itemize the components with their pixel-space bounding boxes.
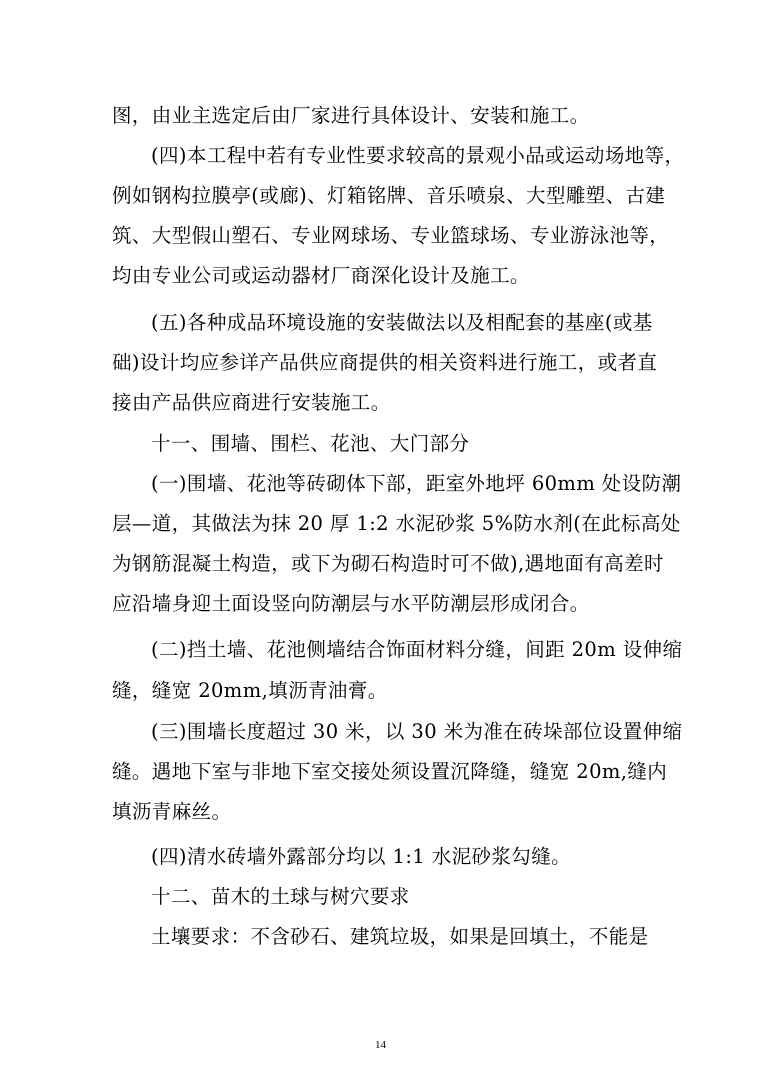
text-line: 层—道，其做法为抹 20 厚 1:2 水泥砂浆 5%防水剂(在此标高处 [112, 512, 681, 535]
text-line: 础)设计均应参详产品供应商提供的相关资料进行施工，或者直 [112, 351, 658, 374]
text-line: 填沥青麻丝。 [112, 800, 232, 823]
soil-requirements: 土壤要求：不含砂石、建筑垃圾，如果是回填土，不能是 [151, 925, 649, 948]
text-line: 应沿墙身迎土面设竖向防潮层与水平防潮层形成闭合。 [112, 592, 590, 615]
text-line: 图，由业主选定后由厂家进行具体设计、安装和施工。 [112, 104, 590, 127]
paragraph-11-2: (二)挡土墙、花池侧墙结合饰面材料分缝，间距 20m 设伸缩 [151, 638, 683, 661]
text-line: 为钢筋混凝土构造，或下为砌石构造时可不做),遇地面有高差时 [112, 552, 664, 575]
text-line: 缝。遇地下室与非地下室交接处须设置沉降缝，缝宽 20m,缝内 [112, 760, 668, 783]
text-line: 缝，缝宽 20mm,填沥青油膏。 [112, 679, 388, 702]
text-line: 均由专业公司或运动器材厂商深化设计及施工。 [112, 264, 530, 287]
paragraph-5-heading: (五)各种成品环境设施的安装做法以及相配套的基座(或基 [151, 311, 653, 334]
paragraph-11-3: (三)围墙长度超过 30 米，以 30 米为准在砖垛部位设置伸缩 [151, 720, 683, 743]
text-line: 接由产品供应商进行安装施工。 [112, 391, 391, 414]
paragraph-11-4: (四)清水砖墙外露部分均以 1:1 水泥砂浆勾缝。 [151, 845, 571, 868]
section-12-heading: 十二、苗木的土球与树穴要求 [151, 885, 410, 908]
page-number: 14 [375, 1039, 386, 1051]
section-11-heading: 十一、围墙、围栏、花池、大门部分 [151, 432, 470, 455]
text-line: 例如钢构拉膜亭(或廊)、灯箱铭牌、音乐喷泉、大型雕塑、古建 [112, 184, 666, 207]
paragraph-4-heading: (四)本工程中若有专业性要求较高的景观小品或运动场地等， [151, 144, 685, 167]
text-line: 筑、大型假山塑石、专业网球场、专业篮球场、专业游泳池等， [112, 224, 670, 247]
paragraph-11-1: (一)围墙、花池等砖砌体下部，距室外地坪 60mm 处设防潮 [151, 472, 682, 495]
